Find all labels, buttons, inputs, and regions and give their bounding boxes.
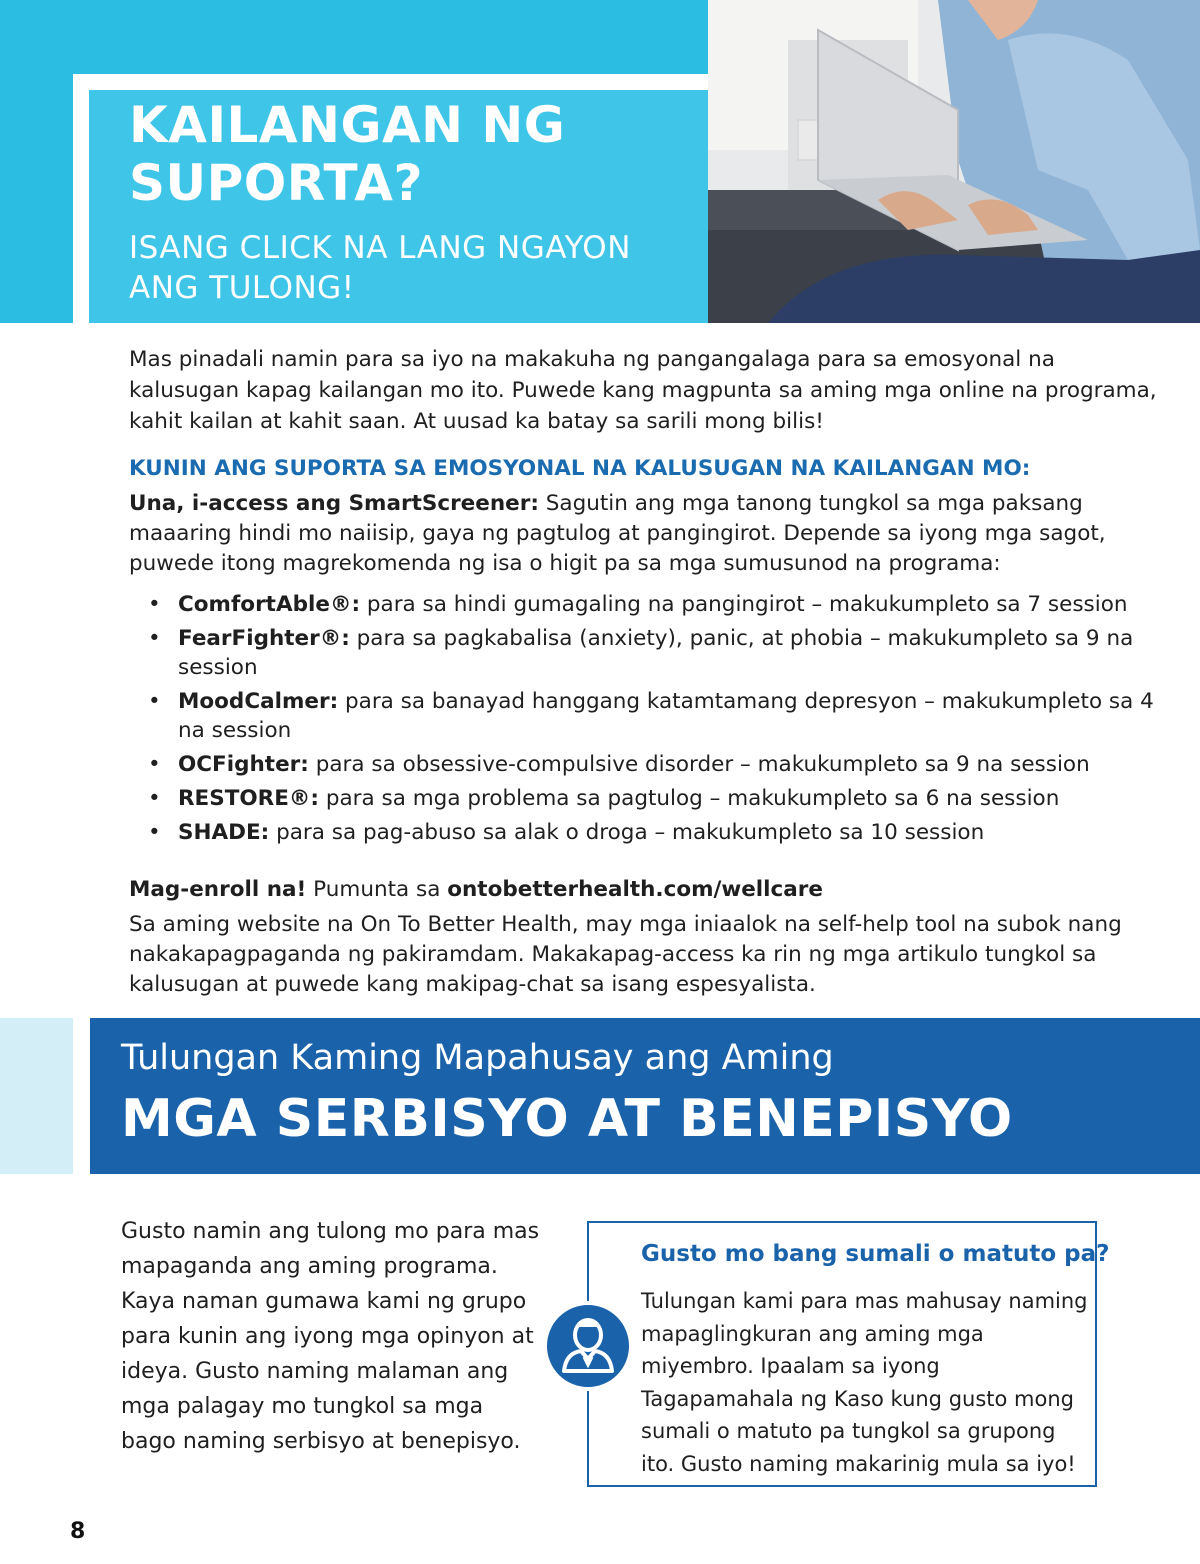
section-heading: KUNIN ANG SUPORTA SA EMOSYONAL NA KALUSUGAN NA KAILANGAN MO:: [129, 456, 1031, 481]
list-item: [129, 784, 1179, 813]
step-text: Sagutin ang mga tanong tungkol sa mga paksang maaaring hindi mo naiisip, gaya ng pagtulog at pangingirot. Depende sa iyong mga sagot, puwede itong magrekomenda ng isa o higit pa sa mga sumusunod na programa:: [129, 491, 1106, 576]
program-desc: para sa pagkabalisa (anxiety), panic, at phobia – makukumpleto sa 9 na session: [178, 626, 1134, 680]
enroll-description: Sa aming website na On To Better Health, may mga iniaalok na self-help tool na subok nang nakakapagpaganda ng pakiramdam. Makakapag-access ka rin ng mga artikulo tungkol sa kalusugan at puwede kang makipag-chat sa isang espesyalista.: [129, 912, 1122, 997]
program-desc: para sa hindi gumagaling na pangingirot – makukumpleto sa 7 session: [360, 592, 1128, 617]
program-name: SHADE:: [178, 820, 270, 845]
callout-title: Gusto mo bang sumali o matuto pa?: [641, 1241, 1110, 1267]
list-item: [129, 750, 1179, 779]
bullet-icon: •: [148, 689, 161, 714]
callout-text: Tulungan kami para mas mahusay naming mapaglingkuran ang aming mga miyembro. Ipaalam sa iyong Tagapamahala ng Kaso kung gusto mong sumali o matuto pa tungkol sa grupong ito. Gusto naming makarinig mula sa iyo!: [641, 1289, 1088, 1476]
program-desc: para sa obsessive-compulsive disorder – makukumpleto sa 9 na session: [308, 752, 1090, 777]
program-list: [129, 590, 1179, 852]
list-item: [129, 687, 1179, 745]
bullet-icon: •: [148, 786, 161, 811]
enroll-text: Pumunta sa: [306, 877, 448, 902]
step-label: Una, i-access ang SmartScreener:: [129, 491, 539, 516]
program-desc: para sa banayad hanggang katamtamang depresyon – makukumpleto sa 4 na session: [178, 689, 1154, 743]
laptop-photo: [708, 0, 1200, 323]
banner-title: MGA SERBISYO AT BENEPISYO: [121, 1089, 1013, 1149]
program-desc: para sa mga problema sa pagtulog – makukumpleto sa 6 na session: [319, 786, 1060, 811]
page-subtitle: ISANG CLICK NA LANG NGAYON ANG TULONG!: [129, 230, 631, 306]
person-icon: [543, 1301, 633, 1391]
enroll-label: Mag-enroll na!: [129, 877, 307, 902]
smartscreener-step: [129, 489, 1169, 579]
intro-paragraph: Mas pinadali namin para sa iyo na makakuha ng pangangalaga para sa emosyonal na kalusugan kapag kailangan mo ito. Puwede kang magpunta sa aming mga online na programa, kahit kailan at kahit saan. At uusad ka batay sa sarili mong bilis!: [129, 347, 1157, 434]
program-name: FearFighter®:: [178, 626, 350, 651]
section-banner: [90, 1018, 1200, 1174]
bullet-icon: •: [148, 626, 161, 651]
bullet-icon: •: [148, 752, 161, 777]
list-item: [129, 590, 1179, 619]
list-item: [129, 818, 1179, 847]
enroll-link[interactable]: ontobetterhealth.com/wellcare: [447, 877, 823, 902]
page-title: KAILANGAN NG SUPORTA?: [129, 96, 566, 212]
banner-accent: [0, 1018, 73, 1174]
bullet-icon: •: [148, 820, 161, 845]
program-name: MoodCalmer:: [178, 689, 339, 714]
program-name: RESTORE®:: [178, 786, 320, 811]
bullet-icon: •: [148, 592, 161, 617]
enroll-line: [129, 875, 1169, 905]
program-name: OCFighter:: [178, 752, 309, 777]
page-number: 8: [70, 1519, 86, 1544]
program-desc: para sa pag-abuso sa alak o droga – makukumpleto sa 10 session: [269, 820, 985, 845]
banner-subtitle: Tulungan Kaming Mapahusay ang Aming: [121, 1038, 834, 1078]
list-item: [129, 624, 1179, 682]
program-name: ComfortAble®:: [178, 592, 361, 617]
feedback-paragraph: Gusto namin ang tulong mo para mas mapaganda ang aming programa. Kaya naman gumawa kami ng grupo para kunin ang iyong mga opinyon at ideya. Gusto naming malaman ang mga palagay mo tungkol sa mga bago naming serbisyo at benepisyo.: [121, 1219, 540, 1454]
callout-box: [587, 1221, 1110, 1487]
